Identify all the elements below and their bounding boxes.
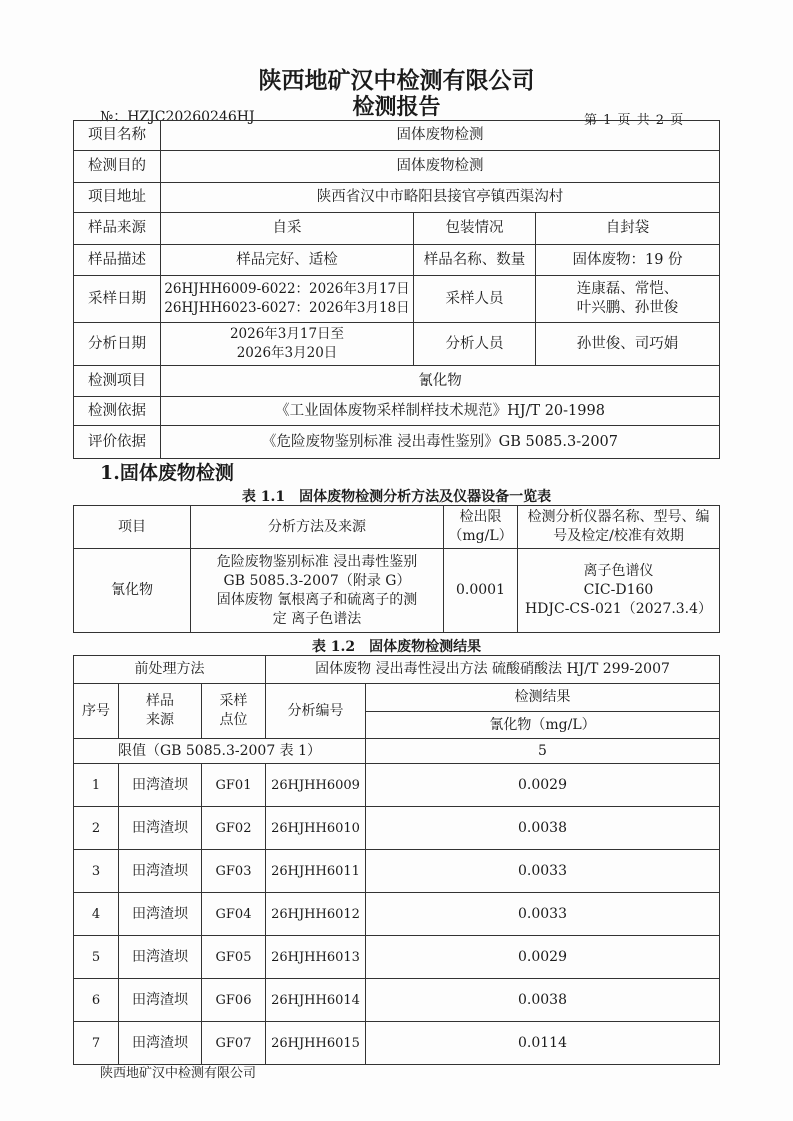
cell-source: 田湾渣坝 [119,893,202,936]
cell-code: 26HJHH6009 [266,764,366,807]
label: 前处理方法 [74,656,266,684]
report-title: 检测报告 [352,95,441,120]
header-cell: 分析方法及来源 [191,506,444,549]
info-row-desc [74,245,720,276]
header-cell [119,684,202,739]
method-table [73,505,720,633]
text: CIC-D160 [583,582,654,598]
table-1-2-caption: 表 1.2 固体废物检测结果 [311,639,482,655]
value: 陕西省汉中市略阳县接官亭镇西渠沟村 [161,183,720,213]
value: 固体废物检测 [161,121,720,151]
cell-no: 5 [74,936,119,979]
table-row [74,936,720,979]
info-row-source [74,213,720,245]
value: 孙世俊、司巧娟 [536,323,720,366]
label: 检测项目 [74,366,161,397]
label: 评价依据 [74,426,161,459]
results-header-row [74,684,720,712]
text: 固体废物 氰根离子和硫离子的测 [216,591,418,608]
cell-code: 26HJHH6010 [266,807,366,850]
cell-source: 田湾渣坝 [119,979,202,1022]
cell-source: 田湾渣坝 [119,807,202,850]
header-cell: 项目 [74,506,191,549]
label: 分析人员 [414,323,536,366]
label: 项目地址 [74,183,161,213]
info-row-basis [74,397,720,426]
cell-point: GF03 [202,850,266,893]
label: 分析日期 [74,323,161,366]
text: 2026年3月17日至 [229,326,345,342]
value [161,323,414,366]
cell-source: 田湾渣坝 [119,1022,202,1065]
text: GB 5085.3-2007（附录 G） [223,572,411,589]
table-row [74,1022,720,1065]
text: 2026年3月20日 [236,345,338,361]
text: （mg/L） [448,528,513,544]
cell-point: GF02 [202,807,266,850]
cell-value: 0.0033 [366,893,720,936]
text: 离子色谱仪 [583,563,654,579]
cell-no: 6 [74,979,119,1022]
table-1-1-caption: 表 1.1 固体废物检测分析方法及仪器设备一览表 [241,489,552,505]
header-cell: 检测结果 [366,684,720,712]
table-row [74,850,720,893]
company-title: 陕西地矿汉中检测有限公司 [258,68,535,94]
cell-no: 3 [74,850,119,893]
cell-code: 26HJHH6014 [266,979,366,1022]
label: 样品描述 [74,245,161,276]
cell-point: GF07 [202,1022,266,1065]
table-row [74,893,720,936]
value: 固体废物检测 [161,151,720,183]
text: 检测分析仪器名称、型号、编 [527,509,710,525]
value: 《工业固体废物采样制样技术规范》HJ/T 20-1998 [161,397,720,426]
text: HDJC-CS-021（2027.3.4） [524,601,713,617]
pretreat-row [74,656,720,684]
report-number: №：HZJC20260246HJ [100,109,255,125]
label: 采样日期 [74,276,161,323]
results-table [73,655,720,1065]
cell: 氰化物 [74,549,191,633]
text: 26HJHH6009-6022：2026年3月17日 [164,281,410,297]
table-row [74,979,720,1022]
info-row-purpose [74,151,720,183]
cell [518,549,720,633]
text: 危险废物鉴别标准 浸出毒性鉴别 [216,553,418,570]
cell-code: 26HJHH6013 [266,936,366,979]
value: 样品完好、适检 [161,245,414,276]
footer-company: 陕西地矿汉中检测有限公司 [100,1066,257,1081]
cell-source: 田湾渣坝 [119,850,202,893]
label: 检测目的 [74,151,161,183]
header-cell: 氰化物（mg/L） [366,712,720,739]
value: 《危险废物鉴别标准 浸出毒性鉴别》GB 5085.3-2007 [161,426,720,459]
limit-row [74,739,720,764]
value: 自采 [161,213,414,245]
value: 固体废物 浸出毒性浸出方法 硫酸硝酸法 HJ/T 299-2007 [266,656,720,684]
cell-value: 0.0029 [366,764,720,807]
table-row [74,764,720,807]
text: 样品 [146,693,174,709]
label: 包装情况 [414,213,536,245]
info-row-eval [74,426,720,459]
info-row-sampling [74,276,720,323]
table-row [74,807,720,850]
info-row-project-name [74,121,720,151]
value: 自封袋 [536,213,720,245]
cell-value: 0.0038 [366,979,720,1022]
text: 检出限 [459,509,502,525]
text: 叶兴鹏、孙世俊 [576,300,679,316]
cell-source: 田湾渣坝 [119,936,202,979]
header-cell: 分析编号 [266,684,366,739]
label: 样品名称、数量 [414,245,536,276]
value: 5 [366,739,720,764]
cell: 0.0001 [444,549,518,633]
value [161,276,414,323]
cell-code: 26HJHH6015 [266,1022,366,1065]
label: 采样人员 [414,276,536,323]
cell-no: 7 [74,1022,119,1065]
cell-no: 2 [74,807,119,850]
text: 连康磊、常恺、 [576,281,679,297]
cell-no: 4 [74,893,119,936]
cell [191,549,444,633]
info-table [73,120,720,459]
header-cell [518,506,720,549]
text: 点位 [219,712,248,728]
info-row-analysis [74,323,720,366]
text: 定 离子色谱法 [272,610,362,627]
header-cell: 序号 [74,684,119,739]
text: 来源 [146,712,174,728]
cell-value: 0.0029 [366,936,720,979]
header-cell [444,506,518,549]
cell-code: 26HJHH6012 [266,893,366,936]
cell-point: GF04 [202,893,266,936]
method-row [74,549,720,633]
text: 采样 [219,693,248,709]
cell-point: GF01 [202,764,266,807]
cell-no: 1 [74,764,119,807]
method-header-row [74,506,720,549]
value: 氰化物 [161,366,720,397]
label: 检测依据 [74,397,161,426]
cell-value: 0.0038 [366,807,720,850]
cell-value: 0.0114 [366,1022,720,1065]
cell-code: 26HJHH6011 [266,850,366,893]
value [536,276,720,323]
cell-value: 0.0033 [366,850,720,893]
page-indicator: 第 1 页 共 2 页 [584,113,685,128]
info-row-item [74,366,720,397]
cell-source: 田湾渣坝 [119,764,202,807]
header-cell [202,684,266,739]
section-heading: 1.固体废物检测 [100,462,234,484]
cell-point: GF06 [202,979,266,1022]
label: 限值（GB 5085.3-2007 表 1） [74,739,366,764]
value: 固体废物：19 份 [536,245,720,276]
info-row-address [74,183,720,213]
text: 26HJHH6023-6027：2026年3月18日 [164,300,410,316]
label: 项目名称 [74,121,161,151]
label: 样品来源 [74,213,161,245]
cell-point: GF05 [202,936,266,979]
text: 号及检定/校准有效期 [553,528,684,544]
